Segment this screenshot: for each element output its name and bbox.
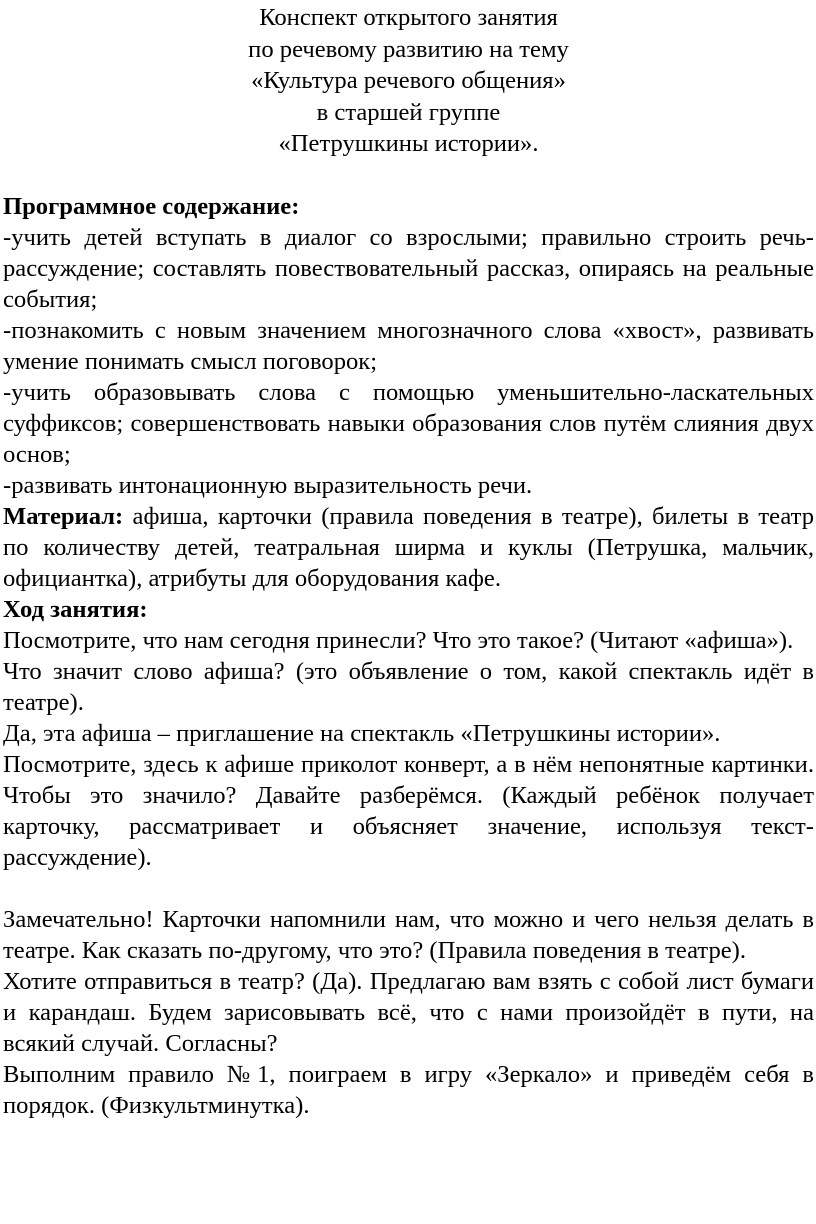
title-line: в старшей группе (316, 98, 501, 126)
material-text: афиша, карточки (правила поведения в театре), билеты в театр по количеству детей, театральная ширма и куклы (Петрушка, мальчик, официантка), атрибуты для оборудования кафе. (3, 502, 814, 592)
program-item: -развивать интонационную выразительность речи. (3, 471, 533, 499)
course-paragraph: Посмотрите, здесь к афише приколот конверт, а в нём непонятные картинки. Чтобы это значило? Давайте разберёмся. (Каждый ребёнок получает карточку, рассматривает и объясняет значение, используя текст-рассуждение). (3, 750, 814, 871)
course-paragraph: Хотите отправиться в театр? (Да). Предлагаю вам взять с собой лист бумаги и карандаш. Будем зарисовывать всё, что с нами произойдёт в пути, на всякий случай. Согласны? (3, 967, 814, 1057)
course-heading: Ход занятия: (3, 595, 148, 623)
title-line: Конспект открытого занятия (259, 4, 558, 31)
title-line: по речевому развитию на тему (248, 35, 569, 63)
title-line: «Культура речевого общения» (251, 67, 566, 94)
title-line: «Петрушкины истории». (278, 130, 539, 157)
course-paragraph: Посмотрите, что нам сегодня принесли? Что это такое? (Читают «афиша»). (3, 626, 794, 654)
material-paragraph (3, 501, 814, 594)
document-page (0, 2, 816, 1224)
course-paragraph: Замечательно! Карточки напомнили нам, что можно и чего нельзя делать в театре. Как сказать по-другому, что это? (Правила поведения в театре). (3, 905, 814, 964)
program-heading: Программное содержание: (3, 192, 300, 220)
program-item: -учить детей вступать в диалог со взрослыми; правильно строить речь-рассуждение; составлять повествовательный рассказ, опираясь на реальные события; (3, 223, 814, 313)
program-item: -учить образовывать слова с помощью уменьшительно-ласкательных суффиксов; совершенствовать навыки образования слов путём слияния двух основ; (3, 378, 814, 468)
blank-line (3, 873, 814, 904)
course-paragraph: Выполним правило №1, поиграем в игру «Зеркало» и приведём себя в порядок. (Физкультминутка). (3, 1060, 814, 1119)
blank-line (3, 160, 814, 191)
material-label: Материал: (3, 502, 124, 530)
course-paragraph: Что значит слово афиша? (это объявление о том, какой спектакль идёт в театре). (3, 657, 814, 716)
program-item: -познакомить с новым значением многозначного слова «хвост», развивать умение понимать смысл поговорок; (3, 316, 814, 375)
document-title (3, 2, 814, 160)
course-paragraph: Да, эта афиша – приглашение на спектакль «Петрушкины истории». (3, 719, 721, 747)
